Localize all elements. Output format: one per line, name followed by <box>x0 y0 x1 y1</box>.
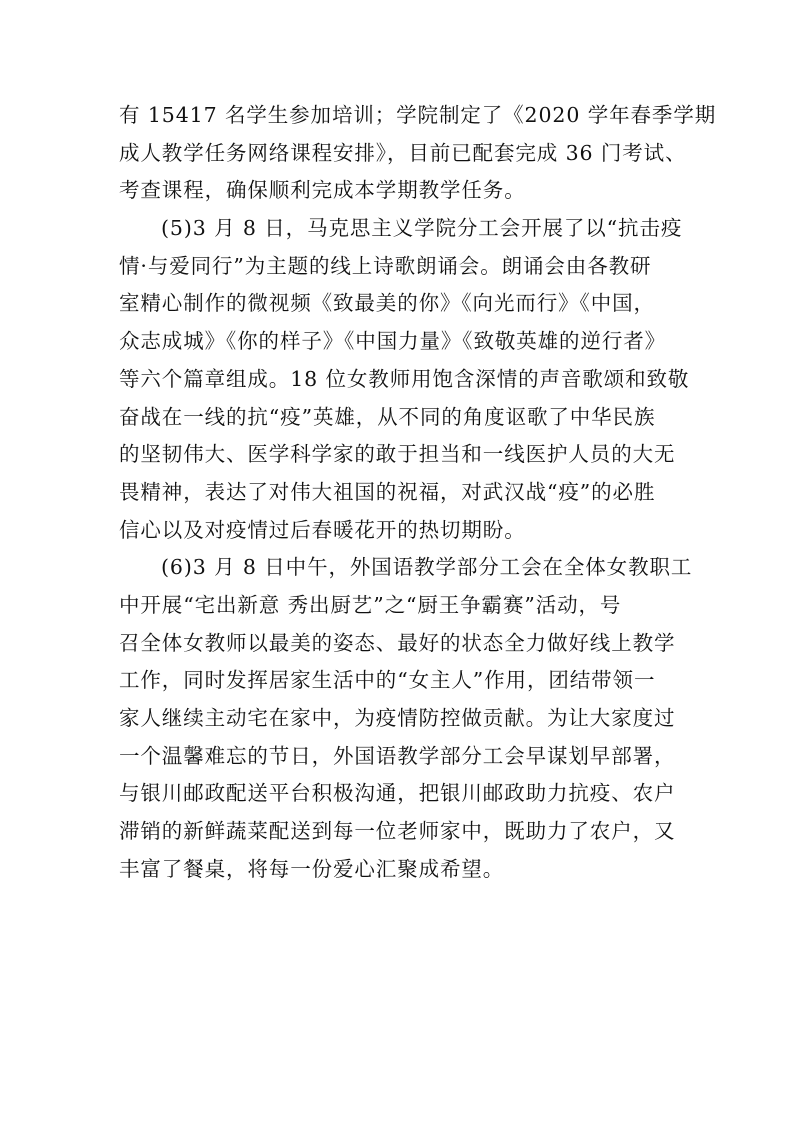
paragraph-item-5 <box>119 210 690 549</box>
text-line: 丰富了餐桌，将每一份爱心汇聚成希望。 <box>119 856 505 881</box>
text-line: 奋战在一线的抗“疫”英雄，从不同的角度讴歌了中华民族 <box>119 404 656 429</box>
document-body <box>119 97 717 888</box>
text-line: 情·与爱同行”为主题的线上诗歌朗诵会。朗诵会由各教研 <box>119 253 652 278</box>
text-line: 信心以及对疫情过后春暖花开的热切期盼。 <box>119 517 526 542</box>
text-line: 众志成城》《你的样子》《中国力量》《致敬英雄的逆行者》 <box>119 329 667 354</box>
text-line: 的坚韧伟大、医学科学家的敢于担当和一线医护人员的大无 <box>119 442 676 467</box>
text-line: 滞销的新鲜蔬菜配送到每一位老师家中，既助力了农户，又 <box>119 819 676 844</box>
text-line: 成人教学任务网络课程安排》，目前已配套完成 36 门考试、 <box>119 140 687 165</box>
paragraph-training-summary <box>119 97 717 210</box>
text-line: 召全体女教师以最美的姿态、最好的状态全力做好线上教学 <box>119 630 676 655</box>
text-line: 一个温馨难忘的节日，外国语教学部分工会早谋划早部署， <box>119 743 676 768</box>
text-line: 室精心制作的微视频《致最美的你》《向光而行》《中国， <box>119 291 655 316</box>
text-line: 有 15417 名学生参加培训；学院制定了《2020 学年春季学期 <box>119 103 717 127</box>
text-line: 工作，同时发挥居家生活中的“女主人”作用，团结带领一 <box>119 668 656 693</box>
text-line: (6)3 月 8 日中午，外国语教学部分工会在全体女教职工 <box>161 555 693 580</box>
text-line: 等六个篇章组成。18 位女教师用饱含深情的声音歌颂和致敬 <box>119 366 690 391</box>
text-line: 畏精神，表达了对伟大祖国的祝福，对武汉战“疫”的必胜 <box>119 479 656 504</box>
text-line: (5)3 月 8 日，马克思主义学院分工会开展了以“抗击疫 <box>161 216 683 241</box>
text-line: 与银川邮政配送平台积极沟通，把银川邮政助力抗疫、农户 <box>119 781 676 806</box>
text-line: 家人继续主动宅在家中，为疫情防控做贡献。为让大家度过 <box>119 706 676 730</box>
text-line: 中开展“宅出新意 秀出厨艺”之“厨王争霸赛”活动，号 <box>119 592 622 617</box>
paragraph-item-6 <box>119 549 693 888</box>
text-line: 考查课程，确保顺利完成本学期教学任务。 <box>119 178 526 203</box>
